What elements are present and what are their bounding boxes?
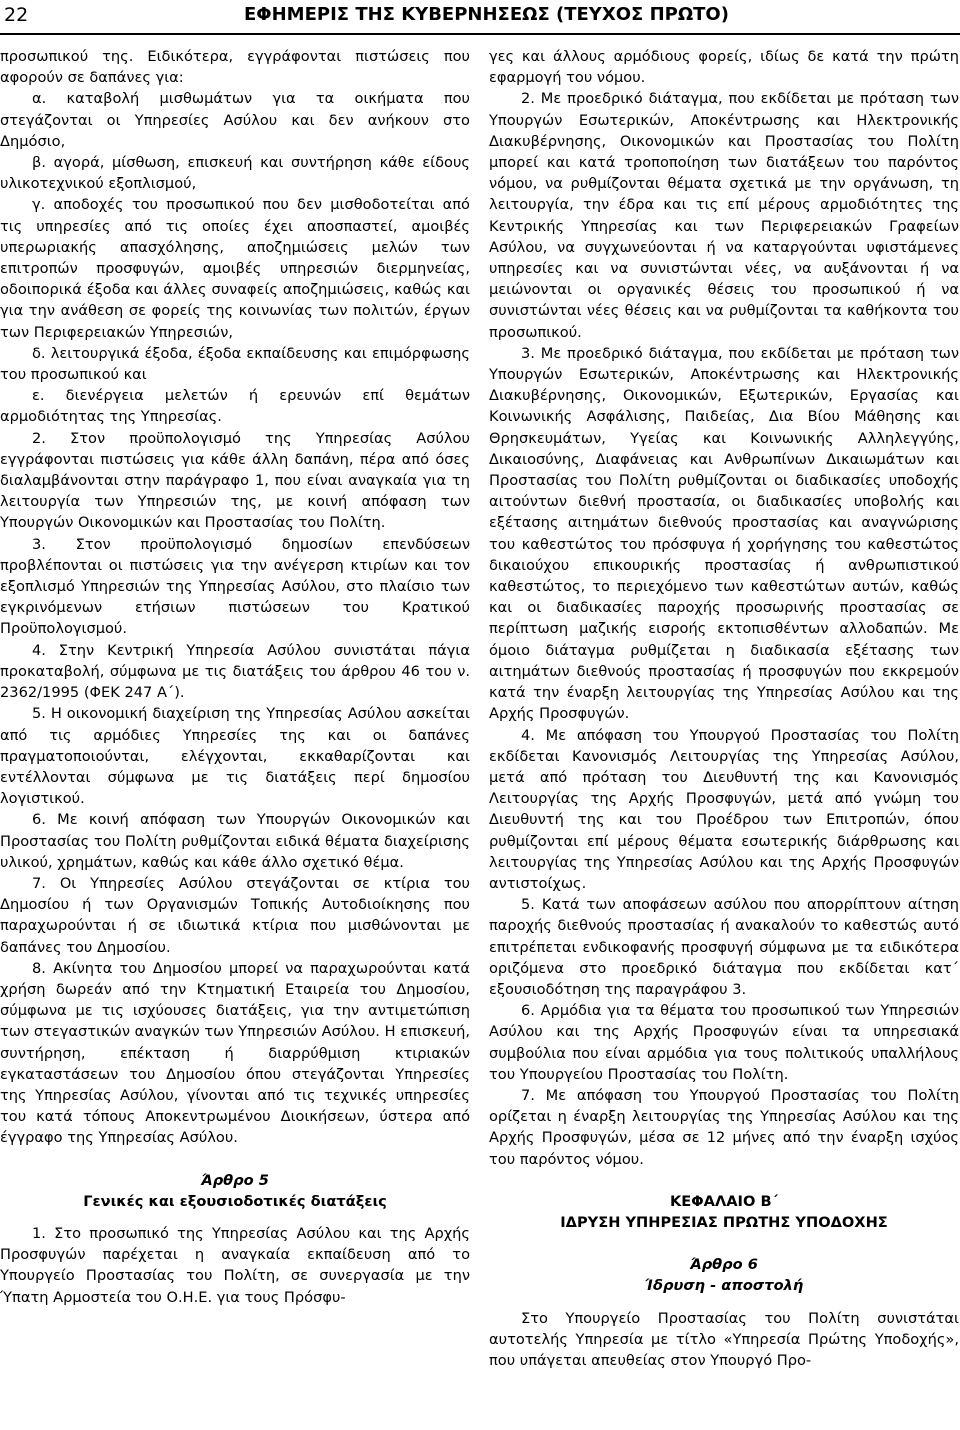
article-6-title: Ίδρυση - αποστολή: [644, 1277, 804, 1295]
paragraph: 2. Στον προϋπολογισμό της Υπηρεσίας Ασύλου εγγράφονται πιστώσεις για κάθε άλλη δαπάνη, πέρα από όσες διαλαμβάνονται στην παράγραφο 1, που είναι αναγκαία για τη λειτουργία των Υπηρεσιών της, με κοινή απόφαση των Υπουργών Οικονομικών και Προστασίας του Πολίτη.: [0, 429, 470, 532]
paragraph: α. καταβολή μισθωμάτων για τα οικήματα που στεγάζονται οι Υπηρεσίες Ασύλου και δεν ανήκουν στο Δημόσιο,: [0, 90, 470, 150]
paragraph: 6. Αρμόδια για τα θέματα του προσωπικού των Υπηρεσιών Ασύλου και της Αρχής Προσφυγών είναι τα υπηρεσιακά συμβούλια που είναι αρμόδια για τους πολιτικούς υπαλλήλους του Υπουργείου Προστασίας του Πολίτη.: [489, 1002, 959, 1083]
paragraph: 7. Με απόφαση του Υπουργού Προστασίας του Πολίτη ορίζεται η έναρξη λειτουργίας της Υπηρεσίας Ασύλου και της Αρχής Προσφυγών, μέσα σε 12 μήνες από την έναρξη ισχύος του παρόντος νόμου.: [489, 1086, 959, 1168]
paragraph: 5. Η οικονομική διαχείριση της Υπηρεσίας Ασύλου ασκείται από τις αρμόδιες Υπηρεσίες της και οι δαπάνες πραγματοποιούνται, ελέγχονται, εκκαθαρίζονται και εντέλλονται σύμφωνα με τις διατάξεις περί δημοσίου λογιστικού.: [0, 705, 470, 808]
paragraph: προσωπικού της. Ειδικότερα, εγγράφονται πιστώσεις που αφορούν σε δαπάνες για:: [0, 48, 470, 87]
article-5-title: Γενικές και εξουσιοδοτικές διατάξεις: [83, 1192, 387, 1210]
page-number: 22: [4, 4, 29, 26]
paragraph: 4. Με απόφαση του Υπουργού Προστασίας του Πολίτη εκδίδεται Κανονισμός Λειτουργίας της Υπηρεσίας Ασύλου, μετά από πρόταση του Διευθυντή της και Κανονισμός Λειτουργίας της Αρχής Προσφυγών, μετά από γνώμη του Διευθυντή της και του Προέδρου των Επιτροπών, όπου ρυθμίζονται επί μέρους θέματα εσωτερικής διάρθρωσης και λειτουργίας της Υπηρεσίας Ασύλου και της Αρχής Προσφυγών αντιστοίχως.: [489, 726, 959, 892]
chapter-label: ΚΕΦΑΛΑΙΟ Β΄: [669, 1192, 779, 1210]
paragraph: 8. Ακίνητα του Δημοσίου μπορεί να παραχωρούνται κατά χρήση δωρεάν από την Κτηματική Εταιρεία του Δημοσίου, σύμφωνα με τις ισχύουσες διατάξεις, για την αντιμετώπιση των στεγαστικών αναγκών των Υπηρεσιών Ασύλου. Η επισκευή, συντήρηση, επέκταση ή διαρρύθμιση κτιριακών εγκαταστάσεων του Δημοσίου όπου στεγάζονται Υπηρεσίες της Υπηρεσίας Ασύλου, γίνονται από τις τεχνικές υπηρεσίες του κατά τόπους Αποκεντρωμένου Διοικήσεων, ύστερα από έγγραφο της Υπηρεσίας Ασύλου.: [0, 959, 470, 1147]
paragraph: 1. Στο προσωπικό της Υπηρεσίας Ασύλου και της Αρχής Προσφυγών παρέχεται η αναγκαία εκπαίδευση από το Υπουργείο Προστασίας του Πολίτη, σε συνεργασία με την Ύπατη Αρμοστεία του Ο.Η.Ε. για τους Πρόσφυ-: [0, 1224, 470, 1306]
paragraph: 7. Οι Υπηρεσίες Ασύλου στεγάζονται σε κτίρια του Δημοσίου ή των Οργανισμών Τοπικής Αυτοδιοίκησης που παραχωρούνται ή σε ιδιωτικά κτίρια που μισθώνονται με δαπάνες του Δημοσίου.: [0, 874, 470, 956]
article-6-number: Άρθρο 6: [690, 1256, 758, 1274]
paragraph: 3. Στον προϋπολογισμό δημοσίων επενδύσεων προβλέπονται οι πιστώσεις για την ανέγερση κτιρίων και τον εξοπλισμό Υπηρεσιών της Υπηρεσίας Ασύλου, στο πλαίσιο των εγκρινόμενων ετήσιων πιστώσεων του Κρατικού Προϋπολογισμού.: [0, 535, 470, 638]
paragraph: 2. Με προεδρικό διάταγμα, που εκδίδεται με πρόταση των Υπουργών Εσωτερικών, Αποκέντρωσης και Ηλεκτρονικής Διακυβέρνησης, Οικονομικών και Προστασίας του Πολίτη μπορεί και κατά τροποποίηση των διατάξεων του παρόντος νόμου, να ρυθμίζονται θέματα σχετικά με την οργάνωση, τη λειτουργία, την έδρα και τις επί μέρους αρμοδιότητες της Κεντρικής Υπηρεσίας και των Περιφερειακών Γραφείων Ασύλου, να συγχωνεύονται ή να καταργούνται υφιστάμενες υπηρεσίες και να συνιστώνται νέες, να αυξάνονται ή να μειώνονται οι οργανικές θέσεις του προσωπικού ή να συνιστώνται νέες θέσεις και να ρυθμίζονται τα καθήκοντα του προσωπικού.: [489, 90, 959, 341]
journal-title: ΕΦΗΜΕΡΙΣ ΤΗΣ ΚΥΒΕΡΝΗΣΕΩΣ (ΤΕΥΧΟΣ ΠΡΩΤΟ): [244, 4, 729, 25]
paragraph: ε. διενέργεια μελετών ή ερευνών επί θεμάτων αρμοδιότητας της Υπηρεσίας.: [0, 387, 470, 426]
header-rule: [0, 33, 960, 35]
paragraph: γες και άλλους αρμόδιους φορείς, ιδίως δε κατά την πρώτη εφαρμογή του νόμου.: [489, 48, 959, 87]
paragraph: 3. Με προεδρικό διάταγμα, που εκδίδεται με πρόταση των Υπουργών Εσωτερικών, Αποκέντρωσης και Ηλεκτρονικής Διακυβέρνησης, Οικονομικών, Εξωτερικών, Εργασίας και Κοινωνικής Ασφάλισης, Παιδείας, Δια Βίου Μάθησης και Θρησκευμάτων, Υγείας και Κοινωνικής Αλληλεγγύης, Δικαιοσύνης, Διαφάνειας και Ανθρωπίνων Δικαιωμάτων και Προστασίας του Πολίτη ρυθμίζονται οι διαδικασίες υποδοχής αιτούντων διεθνή προστασία, οι διαδικασίες υποβολής και εξέτασης αιτημάτων διεθνούς προστασίας και αναγνώρισης του καθεστώτος του πρόσφυγα ή χορήγησης του καθεστώτος δικαιούχου επικουρικής προστασίας ή ανθρωπιστικού καθεστώτος, το περιεχόμενο των καθεστώτων αυτών, καθώς και οι διαδικασίες παροχής προσωρινής προστασίας σε περίπτωση μαζικής εισροής εκτοπισθέντων αλλοδαπών. Με όμοιο διάταγμα ρυθμίζεται η διαδικασία εξέτασης των αιτημάτων διεθνούς προστασίας ή προσφυγών που εκκρεμούν κατά την έναρξη λειτουργίας της Υπηρεσίας Ασύλου και της Αρχής Προσφυγών.: [489, 344, 959, 723]
paragraph: 6. Με κοινή απόφαση των Υπουργών Οικονομικών και Προστασίας του Πολίτη ρυθμίζονται ειδικά θέματα διαχείρισης υλικού, χρημάτων, καθώς και κάθε άλλο σχετικό θέμα.: [0, 811, 470, 871]
paragraph: δ. λειτουργικά έξοδα, έξοδα εκπαίδευσης και επιμόρφωσης του προσωπικού και: [0, 344, 470, 384]
paragraph: 4. Στην Κεντρική Υπηρεσία Ασύλου συνιστάται πάγια προκαταβολή, σύμφωνα με τις διατάξεις του άρθρου 46 του ν. 2362/1995 (ΦΕΚ 247 Α΄).: [0, 641, 470, 702]
paragraph: 5. Κατά των αποφάσεων ασύλου που απορρίπτουν αίτηση παροχής διεθνούς προστασίας ή ανακαλούν το καθεστώς αυτό επιτρέπεται ενδικοφανής προσφυγή σύμφωνα με τα ειδικότερα οριζόμενα στο προεδρικό διάταγμα που εκδίδεται κατ΄ εξουσιοδότηση της παραγράφου 3.: [489, 896, 959, 998]
paragraph: γ. αποδοχές του προσωπικού που δεν μισθοδοτείται από τις υπηρεσίες από τις οποίες έχει αποσπαστεί, αμοιβές υπερωριακής απασχόλησης, αποζημιώσεις μελών των επιτροπών προσφυγών, αμοιβές υπηρεσιών διερμηνείας, οδοιπορικά έξοδα και άλλες συναφείς αποζημιώσεις, καθώς και για την ανάθεση σε φορείς της κοινωνίας των πολιτών, έργων των Περιφερειακών Υπηρεσιών,: [0, 196, 470, 341]
left-column: [0, 46, 470, 1430]
paragraph: Στο Υπουργείο Προστασίας του Πολίτη συνιστάται αυτοτελής Υπηρεσία με τίτλο «Υπηρεσία Πρώτης Υποδοχής», που υπάγεται απευθείας στον Υπουργό Προ-: [489, 1309, 959, 1369]
right-column: [489, 46, 959, 1430]
article-5-number: Άρθρο 5: [201, 1171, 269, 1189]
paragraph: β. αγορά, μίσθωση, επισκευή και συντήρηση κάθε είδους υλικοτεχνικού εξοπλισμού,: [0, 154, 470, 193]
page-header: [0, 0, 960, 34]
chapter-title: ΙΔΡΥΣΗ ΥΠΗΡΕΣΙΑΣ ΠΡΩΤΗΣ ΥΠΟΔΟΧΗΣ: [560, 1213, 888, 1231]
